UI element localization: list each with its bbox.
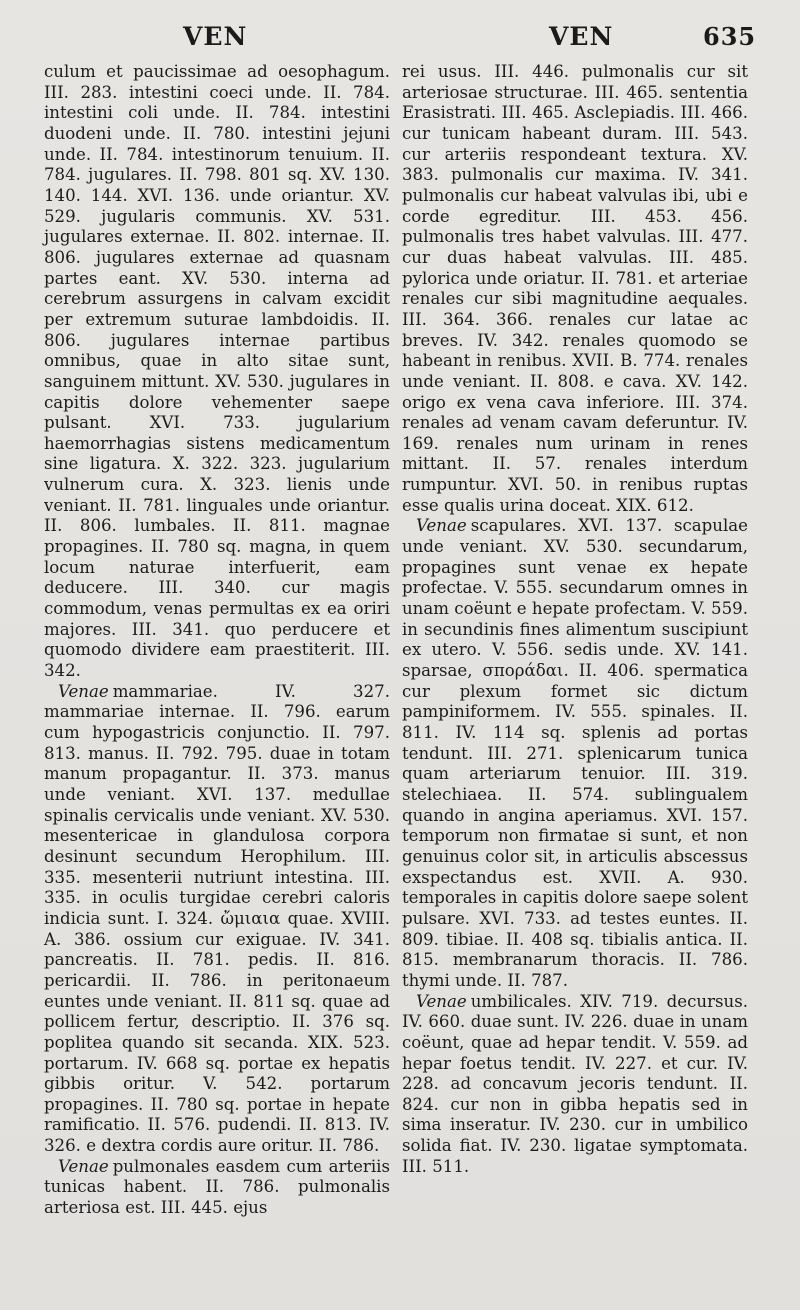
header-left-word: VEN	[183, 22, 248, 51]
entry-text: culum et paucissimae ad oesophagum. III. 283. intestini coeci unde. II. 784. intestini coli unde. II. 784. intestini duodeni unde. II. 780. intestini jejuni unde. II. 784. intestinorum tenuium. II. 784. jugulares. II. 798. 801 sq. XV. 130. 140. 144. XVI. 136. unde oriantur. XV. 529. jugularis communis. XV. 531. jugulares externae. II. 802. internae. II. 806. jugulares externae ad quasnam partes eant. XV. 530. interna ad cerebrum assurgens in calvam excidit per extremum suturae lambdoidis. II. 806. jugulares internae partibus omnibus, quae in alto sitae sunt, sanguinem mittunt. XV. 530. jugulares in capitis dolore vehementer saepe pulsant. XVI. 733. jugularium haemorrhagias sistens medicamentum sine ligatura. X. 322. 323. jugularium vulnerum cura. X. 323. lienis unde veniant. II. 781. linguales unde oriantur. II. 806. lumbales. II. 811. magnae propagines. II. 780 sq. magna, in quem locum naturae interfuerit, eam deducere. III. 340. cur magis commodum, venas permultas ex ea oriri majores. III. 341. quo perducere et quomodo dividere eam praestiterit. III. 342.	[44, 62, 390, 681]
index-entry	[402, 516, 748, 991]
entry-lead: Venae	[416, 516, 467, 536]
entry-text: mammariae. IV. 327. mammariae internae. II. 796. earum cum hypogastricis conjunctio. II. 797. 813. manus. II. 792. 795. duae in totam manum propagantur. II. 373. manus unde veniant. XVI. 137. medullae spinalis cervicalis unde veniant. XV. 530. mesentericae in glandulosa corpora desinunt secundum Herophilum. III. 335. mesenterii nutriunt intestina. III. 335. in oculis turgidae cerebri caloris indicia sunt. I. 324. ὤμιαια quae. XVIII. A. 386. ossium cur exiguae. IV. 341. pancreatis. II. 781. pedis. II. 816. pericardii. II. 786. in peritonaeum euntes unde veniant. II. 811 sq. quae ad pollicem fertur, descriptio. II. 376 sq. poplitea quando sit secanda. XIX. 523. portarum. IV. 668 sq. portae ex hepatis gibbis oritur. V. 542. portarum propagines. II. 780 sq. portae in hepate ramificatio. II. 576. pudendi. II. 813. IV. 326. e dextra cordis aure oritur. II. 786.	[44, 681, 390, 1156]
header-right-word: VEN	[549, 22, 614, 51]
index-entry	[44, 62, 390, 682]
page-number: 635	[703, 22, 757, 51]
index-entry	[44, 1157, 390, 1219]
right-column	[402, 62, 748, 1177]
entry-lead: Venae	[58, 681, 109, 701]
entry-text: rei usus. III. 446. pulmonalis cur sit arteriosae structurae. III. 465. sententia Erasistrati. III. 465. Asclepiadis. III. 466. cur tunicam habeant duram. III. 543. cur arteriis respondeant textura. XV. 383. pulmonalis cur maxima. IV. 341. pulmonalis cur habeat valvulas ibi, ubi e corde egreditur. III. 453. 456. pulmonalis tres habet valvulas. III. 477. cur duas habeat valvulas. III. 485. pylorica unde oriatur. II. 781. et arteriae renales cur sibi magnitudine aequales. III. 364. 366. renales cur latae ac breves. IV. 342. renales quomodo se habeant in renibus. XVII. B. 774. renales unde veniant. II. 808. e cava. XV. 142. origo ex vena cava inferiore. III. 374. renales ad venam cavam deferuntur. IV. 169. renales num urinam in renes mittant. II. 57. renales interdum rumpuntur. XVI. 50. in renibus ruptas esse qualis urina doceat. XIX. 612.	[402, 62, 748, 515]
entry-text: pulmonales easdem cum arteriis tunicas habent. II. 786. pulmonalis arteriosa est. III. 445. ejus	[44, 1156, 390, 1218]
left-column	[44, 62, 390, 1219]
running-header	[0, 22, 800, 58]
entry-lead: Venae	[58, 1156, 109, 1176]
entry-text: scapulares. XVI. 137. scapulae unde veniant. XV. 530. secundarum, propagines sunt venae ex hepate profectae. V. 555. secundarum omnes in unam coëunt e hepate profectam. V. 559. in secundinis fines alimentum suscipiunt ex utero. V. 556. sedis unde. XV. 141. sparsae, σποράδαι. II. 406. spermatica cur plexum formet sic dictum pampiniformem. IV. 555. spinales. II. 811. IV. 114 sq. splenis ad portas tendunt. III. 271. splenicarum tunica quam arteriarum tenuior. III. 319. stelechiaea. II. 574. sublingualem quando in angina aperiamus. XVI. 157. temporum non firmatae si sunt, et non genuinus color sit, in articulis abscessus exspectandus est. XVII. A. 930. temporales in capitis dolore saepe solent pulsare. XVI. 733. ad testes euntes. II. 809. tibiae. II. 408 sq. tibialis antica. II. 815. membranarum thoracis. II. 786. thymi unde. II. 787.	[402, 516, 748, 990]
index-entry	[402, 62, 748, 516]
entry-text: umbilicales. XIV. 719. decursus. IV. 660. duae sunt. IV. 226. duae in unam coëunt, quae ad hepar tendit. V. 559. ad hepar foetus tendit. IV. 227. et cur. IV. 228. ad concavum jecoris tendunt. II. 824. cur non in gibba hepatis sed in sima inseratur. IV. 230. cur in umbilico solida fiat. IV. 230. ligatae symptomata. III. 511.	[402, 991, 748, 1176]
entry-lead: Venae	[416, 991, 467, 1011]
index-entry	[402, 992, 748, 1178]
index-entry	[44, 682, 390, 1157]
